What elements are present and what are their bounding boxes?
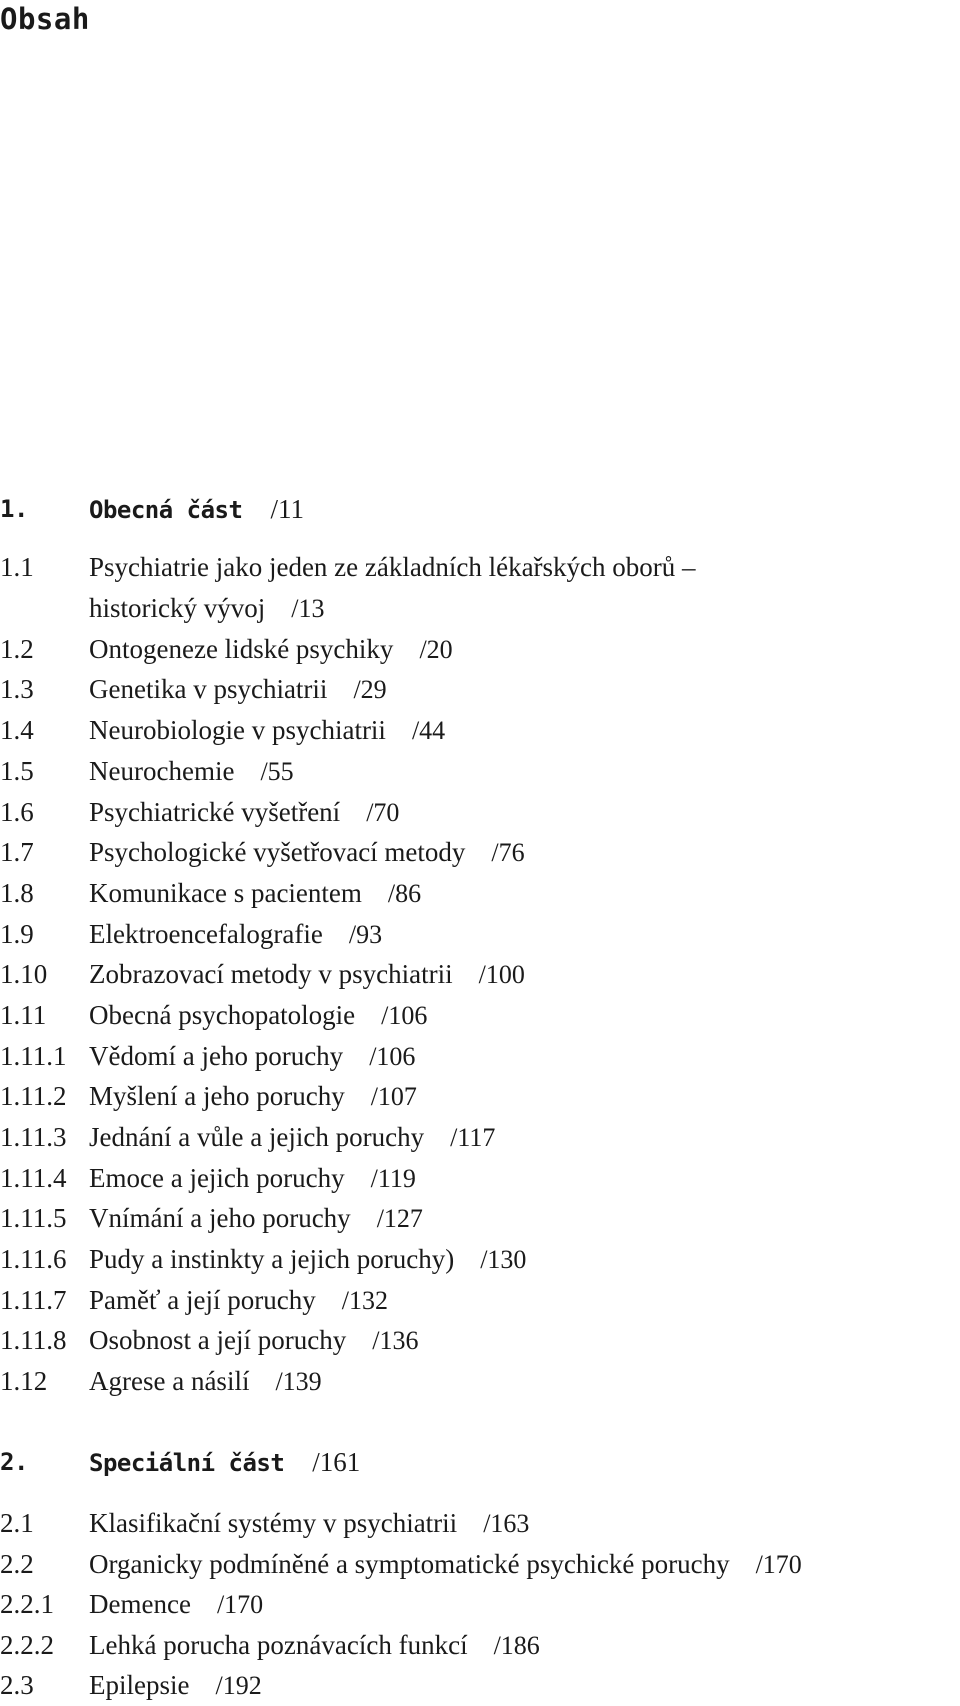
entry-number: 2.2 [0,1549,34,1579]
page-number: /136 [372,1326,419,1355]
entry-title: Agrese a násilí [89,1366,250,1396]
entry-number: 1.11.3 [0,1122,67,1152]
entry-title: Epilepsie [89,1670,190,1700]
page-number: /161 [312,1447,361,1477]
page-number: /139 [275,1367,322,1396]
page-number: /130 [480,1245,527,1274]
toc-entry[interactable] [0,1117,960,1157]
entry-title: Paměť a její poruchy [89,1285,316,1315]
entry-title: Osobnost a její poruchy [89,1325,347,1355]
chapter-number: 1. [0,495,28,523]
entry-number: 1.12 [0,1366,48,1396]
page-number: /93 [348,920,383,949]
entry-number: 1.11 [0,1000,47,1030]
page-number: /76 [491,838,525,867]
page-number: /100 [478,960,525,989]
page-number: /86 [387,879,422,908]
page-number: /106 [369,1042,416,1071]
entry-number: 1.11.8 [0,1325,67,1355]
entry-number: 1.7 [0,837,34,867]
entry-title: Jednání a vůle a jejich poruchy [89,1122,425,1152]
entry-title: Elektroencefalografie [89,919,323,949]
toc-entry[interactable] [0,873,960,913]
page-title: Obsah [0,2,90,36]
entry-title: Myšlení a jeho poruchy [89,1081,345,1111]
toc-entry[interactable] [0,1361,960,1401]
toc-entry[interactable] [0,1036,960,1076]
entry-title: Psychiatrie jako jeden ze základních lékařských oborů – [89,552,696,582]
entry-number: 1.6 [0,797,34,827]
toc-entry[interactable] [0,1158,960,1198]
entry-title: Vnímání a jeho poruchy [89,1203,351,1233]
entry-number: 1.11.1 [0,1041,67,1071]
chapter-title: Obecná část [89,496,243,524]
chapter-number: 2. [0,1448,28,1476]
toc-entry[interactable] [0,1625,960,1665]
entry-title: Psychiatrické vyšetření [89,797,341,827]
page-number: /44 [411,716,446,745]
toc-entry[interactable] [0,995,960,1035]
toc-entry[interactable] [0,751,960,791]
entry-number: 1.1 [0,552,34,582]
toc-entry[interactable] [0,1076,960,1116]
entry-number: 1.2 [0,634,34,664]
toc-entry[interactable] [0,669,960,709]
toc-entry[interactable] [0,1280,960,1320]
entry-title: Neurochemie [89,756,235,786]
toc-entry[interactable] [0,832,960,872]
toc-entry[interactable] [0,1584,960,1624]
entry-title: historický vývoj [89,593,266,623]
entry-number: 1.11.7 [0,1285,67,1315]
entry-title: Zobrazovací metody v psychiatrii [89,959,453,989]
entry-number: 1.11.6 [0,1244,67,1274]
page-number: /170 [755,1550,802,1579]
toc-entry[interactable] [0,1198,960,1238]
entry-number: 1.9 [0,919,34,949]
toc-entry[interactable] [0,1544,960,1584]
entry-title: Ontogeneze lidské psychiky [89,634,394,664]
entry-number: 1.8 [0,878,34,908]
page-number: /20 [419,635,453,664]
chapter-heading[interactable] [0,1442,960,1482]
toc-entry[interactable] [0,1239,960,1279]
page-number: /70 [366,798,400,827]
toc-entry[interactable] [0,1320,960,1360]
page-number: /11 [270,494,304,524]
entry-title: Komunikace s pacientem [89,878,362,908]
toc-entry[interactable] [0,1503,960,1543]
entry-title: Organicky podmíněné a symptomatické psychické poruchy [89,1549,730,1579]
entry-number: 1.10 [0,959,48,989]
chapter-heading[interactable] [0,489,960,529]
page-number: /170 [216,1590,264,1619]
page-number: /127 [376,1204,423,1233]
page-number: /192 [215,1671,262,1700]
toc-entry[interactable] [0,588,960,628]
entry-number: 2.1 [0,1508,34,1538]
entry-title: Vědomí a jeho poruchy [89,1041,344,1071]
entry-title: Klasifikační systémy v psychiatrii [89,1508,458,1538]
entry-title: Genetika v psychiatrii [89,674,328,704]
toc-entry[interactable] [0,1665,960,1705]
page-number: /163 [483,1509,530,1538]
entry-number: 2.2.2 [0,1630,54,1660]
page-number: /132 [341,1286,388,1315]
entry-title: Neurobiologie v psychiatrii [89,715,386,745]
entry-title: Pudy a instinkty a jejich poruchy) [89,1244,455,1274]
entry-number: 1.4 [0,715,34,745]
entry-number: 1.11.5 [0,1203,67,1233]
entry-title: Lehká porucha poznávacích funkcí [89,1630,468,1660]
toc-entry[interactable] [0,710,960,750]
entry-number: 1.3 [0,674,34,704]
entry-title: Emoce a jejich poruchy [89,1163,345,1193]
toc-entry[interactable] [0,547,960,587]
entry-title: Obecná psychopatologie [89,1000,356,1030]
toc-entry[interactable] [0,954,960,994]
entry-title: Demence [89,1589,191,1619]
toc-entry[interactable] [0,629,960,669]
page-number: /186 [493,1631,540,1660]
page-number: /107 [370,1082,417,1111]
page-number: /117 [450,1123,496,1152]
entry-number: 1.11.2 [0,1081,67,1111]
page-number: /106 [381,1001,428,1030]
page-number: /55 [260,757,294,786]
entry-number: 2.2.1 [0,1589,54,1619]
toc-entry[interactable] [0,792,960,832]
chapter-title: Speciální část [89,1449,285,1477]
page-number: /29 [353,675,387,704]
entry-number: 2.3 [0,1670,34,1700]
entry-number: 1.11.4 [0,1163,67,1193]
entry-number: 1.5 [0,756,34,786]
entry-title: Psychologické vyšetřovací metody [89,837,466,867]
page-number: /119 [370,1164,416,1193]
page-number: /13 [291,594,325,623]
toc-entry[interactable] [0,914,960,954]
